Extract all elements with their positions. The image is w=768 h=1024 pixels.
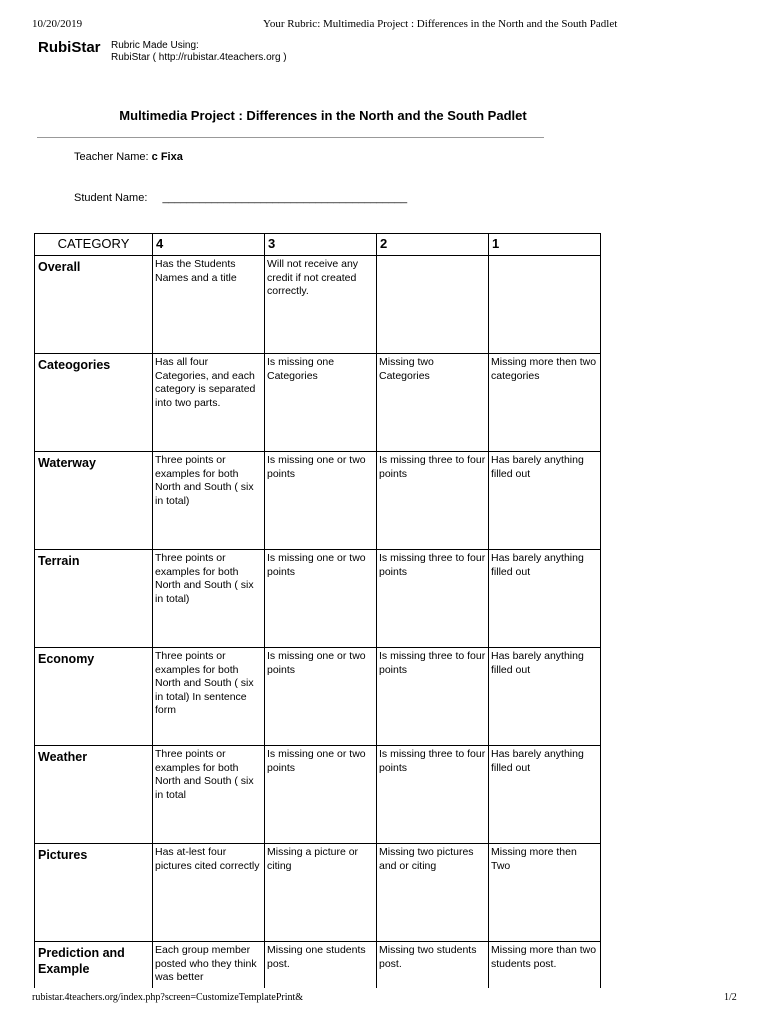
- rubistar-logo: RubiStar: [38, 39, 101, 56]
- cell-score-3: Will not receive any credit if not created correctly.: [265, 256, 377, 354]
- cell-score-2: Missing two Categories: [377, 354, 489, 452]
- student-name-field: [74, 192, 407, 204]
- row-category: Pictures: [35, 844, 153, 942]
- rubric-row: [35, 550, 601, 648]
- cell-score-4: Three points or examples for both North and South ( six in total): [153, 452, 265, 550]
- student-name-label: Student Name:: [74, 192, 148, 204]
- cell-score-3: Is missing one Categories: [265, 354, 377, 452]
- cell-score-4: Three points or examples for both North and South ( six in total) In sentence form: [153, 648, 265, 746]
- cell-score-3: Missing a picture or citing: [265, 844, 377, 942]
- print-date: 10/20/2019: [32, 18, 83, 30]
- row-category: Weather: [35, 746, 153, 844]
- print-header-title: Your Rubric: Multimedia Project : Differences in the North and the South Padlet: [263, 18, 618, 30]
- rubric-row: [35, 844, 601, 942]
- cell-score-3: Is missing one or two points: [265, 452, 377, 550]
- row-category: Overall: [35, 256, 153, 354]
- row-category: Cateogories: [35, 354, 153, 452]
- teacher-name-value: c Fixa: [151, 151, 183, 163]
- row-category: Prediction and Example: [35, 942, 153, 1001]
- rubric-row: [35, 256, 601, 354]
- cell-score-4: Has the Students Names and a title: [153, 256, 265, 354]
- cell-score-1: [489, 256, 601, 354]
- footer-url: rubistar.4teachers.org/index.php?screen=CustomizeTemplatePrint&: [32, 992, 304, 1003]
- rubric-header-row: [35, 234, 601, 256]
- cell-score-1: Missing more then two categories: [489, 354, 601, 452]
- page-number: 1/2: [724, 992, 737, 1003]
- row-category: Economy: [35, 648, 153, 746]
- rubric-row: [35, 746, 601, 844]
- teacher-name-label: Teacher Name:: [74, 151, 149, 163]
- cell-score-1: Has barely anything filled out: [489, 550, 601, 648]
- title-divider: [37, 137, 544, 138]
- cell-score-2: Is missing three to four points: [377, 550, 489, 648]
- cell-score-3: Missing one students post.: [265, 942, 377, 1001]
- made-using-note: [111, 40, 287, 64]
- cell-score-3: Is missing one or two points: [265, 746, 377, 844]
- made-using-line1: Rubric Made Using:: [111, 40, 199, 51]
- cell-score-4: Each group member posted who they think was better: [153, 942, 265, 1001]
- cell-score-2: Is missing three to four points: [377, 746, 489, 844]
- row-category: Waterway: [35, 452, 153, 550]
- cell-score-4: Has at-lest four pictures cited correctly: [153, 844, 265, 942]
- cell-score-4: Three points or examples for both North and South ( six in total): [153, 550, 265, 648]
- cell-score-4: Three points or examples for both North and South ( six in total: [153, 746, 265, 844]
- cell-score-2: Missing two students post.: [377, 942, 489, 1001]
- header-score-2: 2: [377, 234, 489, 256]
- header-category: CATEGORY: [35, 234, 153, 256]
- cell-score-1: Missing more than two students post.: [489, 942, 601, 1001]
- cell-score-4: Has all four Categories, and each category is separated into two parts.: [153, 354, 265, 452]
- cell-score-2: Is missing three to four points: [377, 648, 489, 746]
- student-name-blank: ________________________________________: [162, 192, 408, 204]
- cell-score-1: Has barely anything filled out: [489, 746, 601, 844]
- cell-score-2: Missing two pictures and or citing: [377, 844, 489, 942]
- cell-score-2: [377, 256, 489, 354]
- page-title: Multimedia Project : Differences in the North and the South Padlet: [119, 108, 527, 123]
- teacher-name-field: [74, 151, 183, 163]
- rubric-row: [35, 648, 601, 746]
- header-score-4: 4: [153, 234, 265, 256]
- cell-score-3: Is missing one or two points: [265, 550, 377, 648]
- cell-score-2: Is missing three to four points: [377, 452, 489, 550]
- header-score-3: 3: [265, 234, 377, 256]
- rubric-row: [35, 452, 601, 550]
- header-score-1: 1: [489, 234, 601, 256]
- cell-score-1: Has barely anything filled out: [489, 452, 601, 550]
- cell-score-1: Missing more then Two: [489, 844, 601, 942]
- cell-score-1: Has barely anything filled out: [489, 648, 601, 746]
- cell-score-3: Is missing one or two points: [265, 648, 377, 746]
- row-category: Terrain: [35, 550, 153, 648]
- rubric-row: [35, 354, 601, 452]
- made-using-line2: RubiStar ( http://rubistar.4teachers.org ): [111, 52, 287, 63]
- rubric-table: [34, 233, 601, 1001]
